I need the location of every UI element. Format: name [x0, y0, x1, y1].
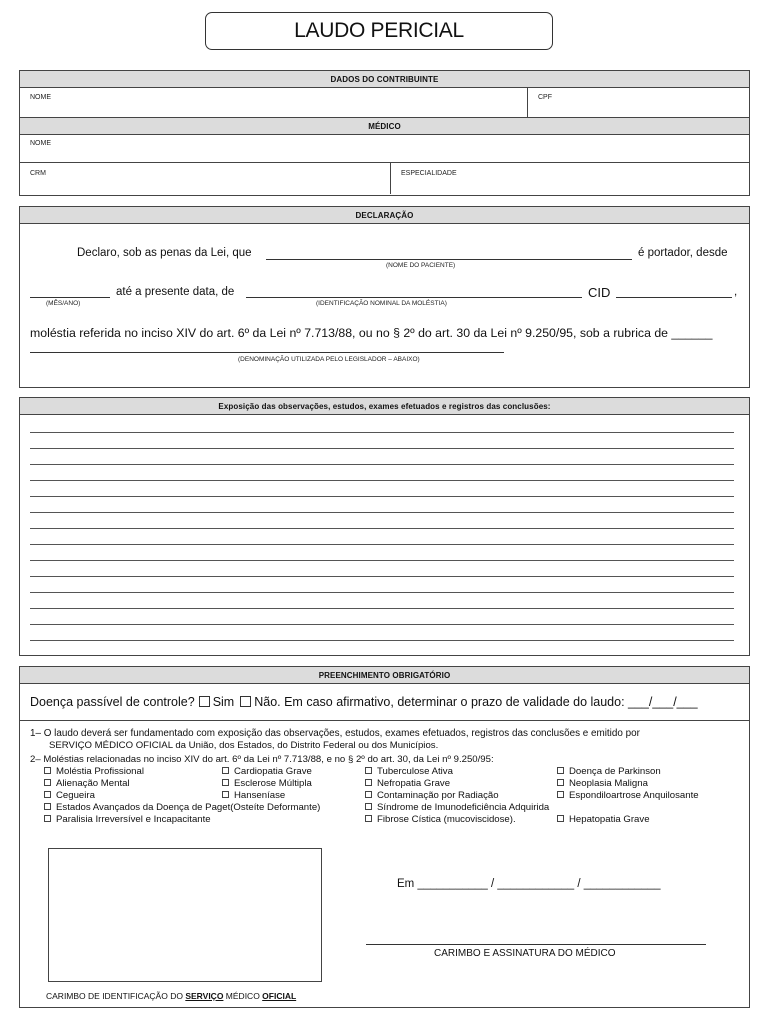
field-medico-nome[interactable] — [20, 135, 749, 162]
checkbox-icon — [44, 803, 51, 810]
checkbox-icon — [222, 779, 229, 786]
exposicao-line — [30, 544, 734, 545]
exposicao-line — [30, 512, 734, 513]
nome-paciente-blank[interactable] — [266, 259, 632, 260]
disease-label: Síndrome de Imunodeficiência Adquirida — [377, 802, 550, 813]
page-title — [205, 12, 553, 50]
checkbox-icon — [365, 767, 372, 774]
disease-label: Fibrose Cística (mucoviscidose). — [377, 814, 516, 825]
disease-item[interactable] — [44, 802, 320, 813]
disease-label: Cegueira — [56, 790, 95, 801]
field-contribuinte-nome[interactable] — [20, 88, 527, 117]
disease-label: Alienação Mental — [56, 778, 130, 789]
mes-ano-blank[interactable] — [30, 297, 110, 298]
nao-label: Não. Em caso afirmativo, determinar o prazo de validade do laudo: ___/___/___ — [254, 695, 698, 709]
decl-comma: , — [734, 286, 738, 298]
disease-item[interactable] — [365, 802, 549, 813]
checkbox-icon — [44, 815, 51, 822]
exposicao-line — [30, 480, 734, 481]
decl-line1-end: é portador, desde — [638, 247, 728, 259]
exposicao-line — [30, 496, 734, 497]
header-preenchimento: PREENCHIMENTO OBRIGATÓRIO — [20, 667, 749, 684]
caption-nome-paciente: (NOME DO PACIENTE) — [386, 262, 456, 269]
disease-label: Paralisia Irreversível e Incapacitante — [56, 814, 211, 825]
disease-item[interactable] — [222, 778, 312, 789]
label-cpf: CPF — [538, 94, 552, 101]
divider — [20, 720, 749, 721]
disease-item[interactable] — [557, 814, 650, 825]
caption-molestia: (IDENTIFICAÇÃO NOMINAL DA MOLÉSTIA) — [316, 300, 447, 307]
row-contribuinte — [20, 88, 749, 118]
header-contribuinte: DADOS DO CONTRIBUINTE — [20, 71, 749, 88]
disease-item[interactable] — [222, 766, 312, 777]
field-especialidade[interactable] — [390, 163, 749, 194]
checkbox-icon — [365, 815, 372, 822]
disease-item[interactable] — [44, 766, 144, 777]
field-crm[interactable] — [20, 163, 390, 194]
header-medico: MÉDICO — [20, 118, 749, 135]
checkbox-icon — [557, 779, 564, 786]
exposicao-line — [30, 576, 734, 577]
note-2: 2– Moléstias relacionadas no inciso XIV do art. 6º da Lei nº 7.713/88, e no § 2º do art. 30, da Lei nº 9.250/95: — [30, 754, 494, 765]
nao-checkbox[interactable] — [240, 696, 251, 707]
disease-item[interactable] — [365, 778, 450, 789]
signature-line[interactable] — [366, 944, 706, 945]
exposicao-line — [30, 448, 734, 449]
stamp-caption-b: SERVIÇO — [185, 991, 224, 1001]
checkbox-icon — [44, 767, 51, 774]
disease-item[interactable] — [222, 790, 285, 801]
stamp-caption-d: OFICIAL — [262, 991, 297, 1001]
section-exposicao — [19, 397, 750, 656]
disease-label: Esclerose Múltipla — [234, 778, 312, 789]
exposicao-line — [30, 592, 734, 593]
checkbox-icon — [44, 791, 51, 798]
date-line[interactable]: Em ___________ / ____________ / ____________ — [397, 878, 661, 890]
disease-item[interactable] — [365, 766, 453, 777]
disease-item[interactable] — [557, 766, 661, 777]
disease-label: Nefropatia Grave — [377, 778, 451, 789]
header-declaracao: DECLARAÇÃO — [20, 207, 749, 224]
disease-label: Estados Avançados da Doença de Paget(Osteíte Deformante) — [56, 802, 321, 813]
stamp-caption-c: MÉDICO — [223, 991, 263, 1001]
stamp-area[interactable] — [48, 848, 322, 982]
decl-line1-start: Declaro, sob as penas da Lei, que — [77, 247, 252, 259]
label-nome: NOME — [30, 94, 51, 101]
checkbox-icon — [365, 803, 372, 810]
cid-blank[interactable] — [616, 297, 732, 298]
exposicao-line — [30, 624, 734, 625]
header-exposicao: Exposição das observações, estudos, exames efetuados e registros das conclusões: — [20, 398, 749, 415]
disease-item[interactable] — [44, 778, 130, 789]
note-1a: 1– O laudo deverá ser fundamentado com exposição das observações, estudos, exames efetuados, registros das conclusões e emitido por — [30, 728, 640, 739]
note-1b: SERVIÇO MÉDICO OFICIAL da União, dos Estados, do Distrito Federal ou dos Municípios. — [49, 740, 439, 751]
section-contribuinte-medico — [19, 70, 750, 196]
disease-item[interactable] — [557, 778, 648, 789]
disease-label: Tuberculose Ativa — [377, 766, 453, 777]
disease-item[interactable] — [557, 790, 699, 801]
label-especialidade: ESPECIALIDADE — [401, 170, 457, 177]
checkbox-icon — [44, 779, 51, 786]
signature-caption: CARIMBO E ASSINATURA DO MÉDICO — [434, 948, 616, 959]
checkbox-icon — [365, 791, 372, 798]
checkbox-icon — [557, 791, 564, 798]
row-medico-nome — [20, 135, 749, 163]
disease-label: Espondiloartrose Anquilosante — [569, 790, 699, 801]
label-crm: CRM — [30, 170, 46, 177]
checkbox-icon — [557, 815, 564, 822]
disease-label: Doença de Parkinson — [569, 766, 661, 777]
disease-item[interactable] — [365, 790, 499, 801]
disease-label: Neoplasia Maligna — [569, 778, 648, 789]
disease-item[interactable] — [44, 790, 95, 801]
checkbox-icon — [557, 767, 564, 774]
molestia-blank[interactable] — [246, 297, 582, 298]
sim-label: Sim — [212, 695, 235, 709]
checkbox-icon — [222, 791, 229, 798]
control-question-line — [30, 695, 698, 709]
field-contribuinte-cpf[interactable] — [527, 88, 749, 117]
disease-label: Moléstia Profissional — [56, 766, 144, 777]
disease-label: Cardiopatia Grave — [234, 766, 312, 777]
checkbox-icon — [365, 779, 372, 786]
row-medico-crm — [20, 163, 749, 194]
disease-item[interactable] — [365, 814, 516, 825]
caption-denominacao: (DENOMINAÇÃO UTILIZADA PELO LEGISLADOR – ABAIXO) — [238, 356, 420, 363]
sim-checkbox[interactable] — [199, 696, 210, 707]
exposicao-line — [30, 640, 734, 641]
exposicao-line — [30, 560, 734, 561]
page-title-text: LAUDO PERICIAL — [294, 19, 464, 42]
disease-label: Hanseníase — [234, 790, 286, 801]
exposicao-line — [30, 528, 734, 529]
caption-mes-ano: (MÊS/ANO) — [46, 300, 81, 307]
disease-item[interactable] — [44, 814, 211, 825]
decl-cid-label: CID — [588, 285, 611, 300]
exposicao-line — [30, 432, 734, 433]
disease-label: Hepatopatia Grave — [569, 814, 650, 825]
stamp-caption-a: CARIMBO DE IDENTIFICAÇÃO DO — [46, 991, 186, 1001]
checkbox-icon — [222, 767, 229, 774]
control-question: Doença passível de controle? — [30, 695, 195, 709]
exposicao-line — [30, 464, 734, 465]
denominacao-blank[interactable] — [30, 352, 504, 353]
exposicao-line — [30, 608, 734, 609]
stamp-caption — [46, 991, 296, 1001]
label-medico-nome: NOME — [30, 140, 51, 147]
decl-line3: moléstia referida no inciso XIV do art. 6º da Lei nº 7.713/88, ou no § 2º do art. 30 da Lei nº 9.250/95, sob a rubrica de ______ — [30, 326, 713, 340]
disease-label: Contaminação por Radiação — [377, 790, 499, 801]
decl-line2-mid: até a presente data, de — [116, 286, 235, 298]
